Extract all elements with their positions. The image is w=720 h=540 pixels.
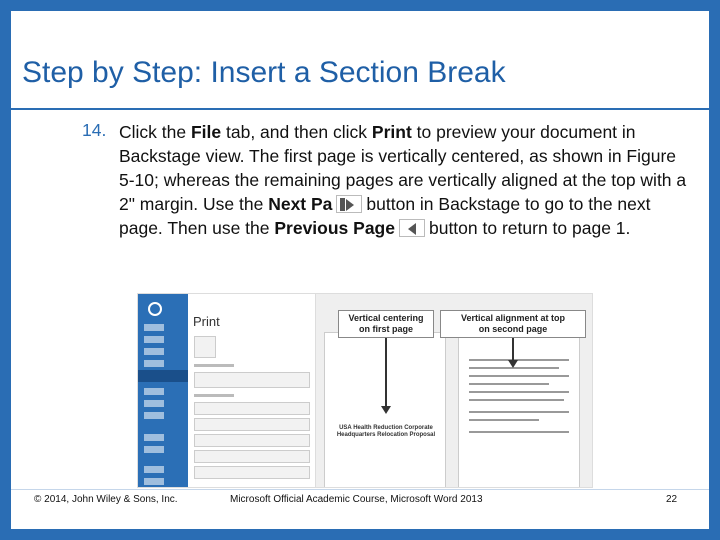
nav-item-print — [138, 370, 188, 382]
body-text-2: tab, and then click — [221, 122, 372, 142]
settings-dropdown — [194, 402, 310, 415]
nav-item — [144, 336, 164, 343]
title-divider — [11, 108, 709, 110]
previous-page-icon — [399, 219, 425, 237]
body-text-4: button in Backstage to go to the next page. Then use the — [119, 194, 651, 238]
page-center-text: USA Health Reduction Corporate Headquarters Relocation Proposal — [336, 425, 436, 438]
footer-copyright: © 2014, John Wiley & Sons, Inc. — [34, 494, 178, 505]
nav-item — [144, 360, 164, 367]
section-label — [194, 364, 234, 367]
section-label — [194, 394, 234, 397]
settings-dropdown — [194, 466, 310, 479]
settings-dropdown — [194, 434, 310, 447]
backstage-screenshot — [137, 293, 593, 488]
nav-item — [144, 478, 164, 485]
next-page-label: Next Pa — [268, 194, 333, 214]
callout-first-page — [338, 310, 434, 338]
settings-dropdown — [194, 450, 310, 463]
settings-dropdown — [194, 418, 310, 431]
print-settings-panel — [188, 294, 316, 488]
printer-dropdown — [194, 372, 310, 388]
callout-second-text: Vertical alignment at top on second page — [460, 313, 566, 334]
print-heading: Print — [193, 314, 220, 329]
printer-icon — [194, 336, 216, 358]
nav-item — [144, 348, 164, 355]
nav-item — [144, 434, 164, 441]
arrow-second-page — [512, 338, 514, 362]
print-preview — [316, 294, 593, 488]
callout-first-text: Vertical centering on first page — [348, 313, 424, 334]
footer-page-number: 22 — [666, 494, 678, 505]
preview-page-2 — [458, 332, 580, 488]
nav-item — [144, 324, 164, 331]
back-icon — [148, 302, 162, 316]
backstage-nav — [138, 294, 188, 488]
nav-item — [144, 466, 164, 473]
step-instructions — [119, 120, 689, 240]
nav-item — [144, 412, 164, 419]
nav-item — [144, 388, 164, 395]
step-number: 14. — [82, 120, 107, 140]
arrow-first-page — [385, 338, 387, 408]
body-text-3: to preview your document in Backstage view. The first page is vertically centered, as shown in Figure 5-10; whereas the remaining pages are vertically aligned at the top with a 2" margin. Use the — [119, 122, 687, 214]
file-tab-label: File — [190, 122, 222, 142]
print-label: Print — [371, 122, 412, 142]
nav-item — [144, 400, 164, 407]
previous-page-label: Previous Page — [274, 218, 395, 238]
arrow-head — [381, 406, 391, 414]
body-text-1: Click the — [119, 122, 191, 142]
slide-title: Step by Step: Insert a Section Break — [22, 56, 506, 89]
footer-course: Microsoft Official Academic Course, Microsoft Word 2013 — [230, 494, 483, 505]
arrow-head — [508, 360, 518, 368]
next-page-icon — [336, 195, 362, 213]
callout-second-page — [440, 310, 586, 338]
nav-item — [144, 446, 164, 453]
body-text-5: button to return to page 1. — [428, 218, 631, 238]
footer-divider — [11, 489, 709, 490]
